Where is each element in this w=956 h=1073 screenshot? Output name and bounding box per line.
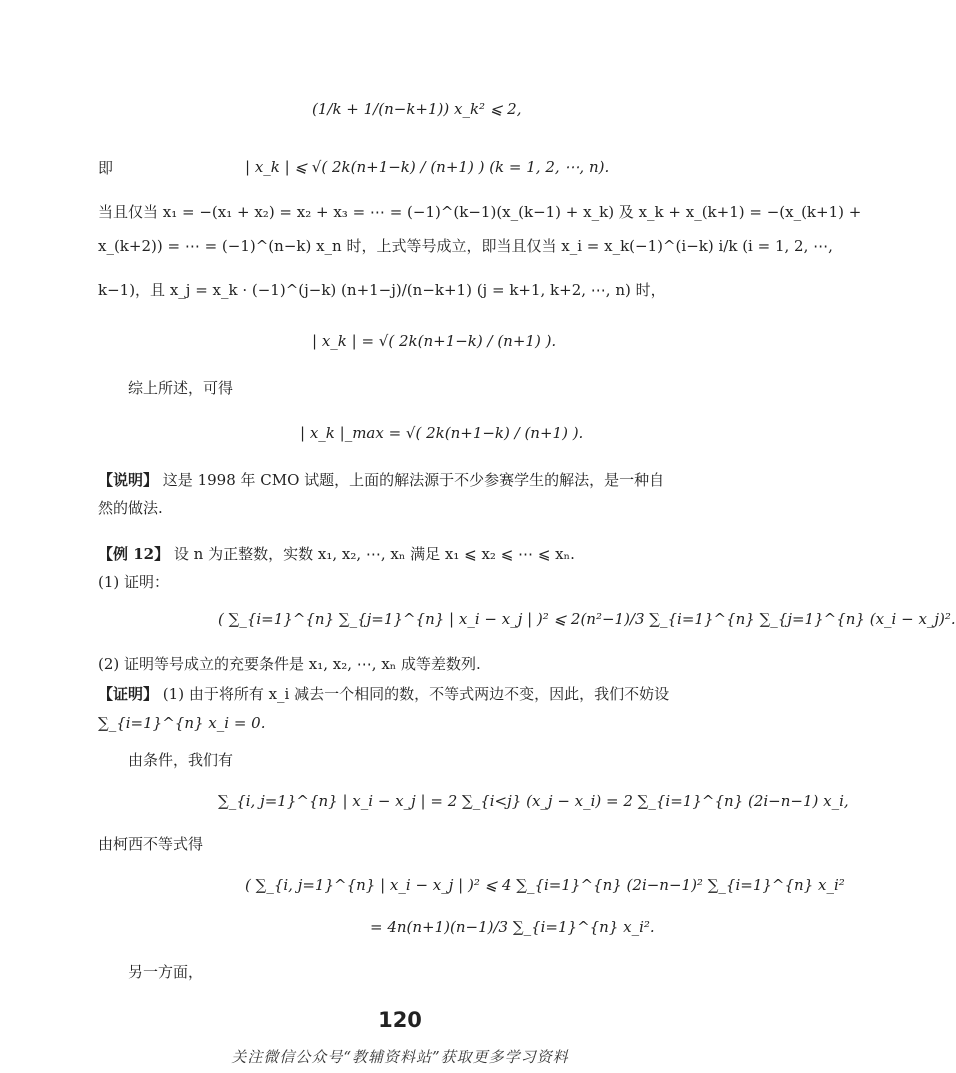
equation-2-prefix: 即: [98, 159, 114, 177]
equation-1: (1/k + 1/(n−k+1)) x_k² ⩽ 2,: [312, 100, 522, 118]
proof-line-1: (1) 由于将所有 x_i 减去一个相同的数，不等式两边不变，因此，我们不妨设: [162, 685, 670, 703]
paragraph-1-line-2: x_(k+2)) = ⋯ = (−1)^(n−k) x_n 时，上式等号成立，即当且仅当 x_i = x_k(−1)^(i−k) i/k (i = 1, 2, ⋯,: [98, 237, 833, 255]
cauchy-text: 由柯西不等式得: [98, 835, 204, 853]
equation-4: | x_k |_max = √( 2k(n+1−k) / (n+1) ).: [300, 424, 584, 442]
example-body: 设 n 为正整数，实数 x₁, x₂, ⋯, xₙ 满足 x₁ ⩽ x₂ ⩽ ⋯ ⩽ xₙ.: [173, 545, 575, 563]
part-1-label: (1) 证明：: [98, 573, 170, 591]
equation-7: ∑_{i, j=1}^{n} | x_i − x_j | = 2 ∑_{i<j} (x_j − x_i) = 2 ∑_{i=1}^{n} (2i−n−1) x_i,: [218, 792, 849, 810]
equation-2: | x_k | ⩽ √( 2k(n+1−k) / (n+1) ) (k = 1, 2, ⋯, n).: [245, 158, 610, 176]
page-number: 120: [378, 1008, 422, 1032]
example-tag: 【例 12】: [98, 545, 170, 563]
condition-text: 由条件，我们有: [128, 751, 234, 769]
equation-6-sum: ∑_{i=1}^{n} x_i = 0.: [98, 714, 266, 732]
equation-5: ( ∑_{i=1}^{n} ∑_{j=1}^{n} | x_i − x_j | )² ⩽ 2(n²−1)/3 ∑_{i=1}^{n} ∑_{j=1}^{n} (x_i − x_j)².: [218, 610, 956, 628]
equation-8-line-2: = 4n(n+1)(n−1)/3 ∑_{i=1}^{n} x_i².: [370, 918, 655, 936]
note-line-2: 然的做法.: [98, 499, 163, 517]
equation-8-line-1: ( ∑_{i, j=1}^{n} | x_i − x_j | )² ⩽ 4 ∑_{i=1}^{n} (2i−n−1)² ∑_{i=1}^{n} x_i²: [245, 876, 845, 894]
paragraph-1-line-3: k−1)，且 x_j = x_k · (−1)^(j−k) (n+1−j)/(n−k+1) (j = k+1, k+2, ⋯, n) 时，: [98, 281, 666, 299]
note-tag: 【说明】: [98, 471, 159, 489]
other-hand-text: 另一方面，: [128, 963, 204, 981]
part-2-statement: (2) 证明等号成立的充要条件是 x₁, x₂, ⋯, xₙ 成等差数列.: [98, 655, 481, 673]
footer-watermark: 关注微信公众号“教辅资料站”获取更多学习资料: [231, 1048, 569, 1066]
paragraph-1-line-1: 当且仅当 x₁ = −(x₁ + x₂) = x₂ + x₃ = ⋯ = (−1)^(k−1)(x_(k−1) + x_k) 及 x_k + x_(k+1) = −(x_(k+1) +: [98, 203, 862, 221]
note-line-1: 这是 1998 年 CMO 试题，上面的解法源于不少参赛学生的解法，是一种自: [162, 471, 665, 489]
equation-3: | x_k | = √( 2k(n+1−k) / (n+1) ).: [312, 332, 557, 350]
summary-text: 综上所述，可得: [128, 379, 234, 397]
proof-tag: 【证明】: [98, 685, 159, 703]
